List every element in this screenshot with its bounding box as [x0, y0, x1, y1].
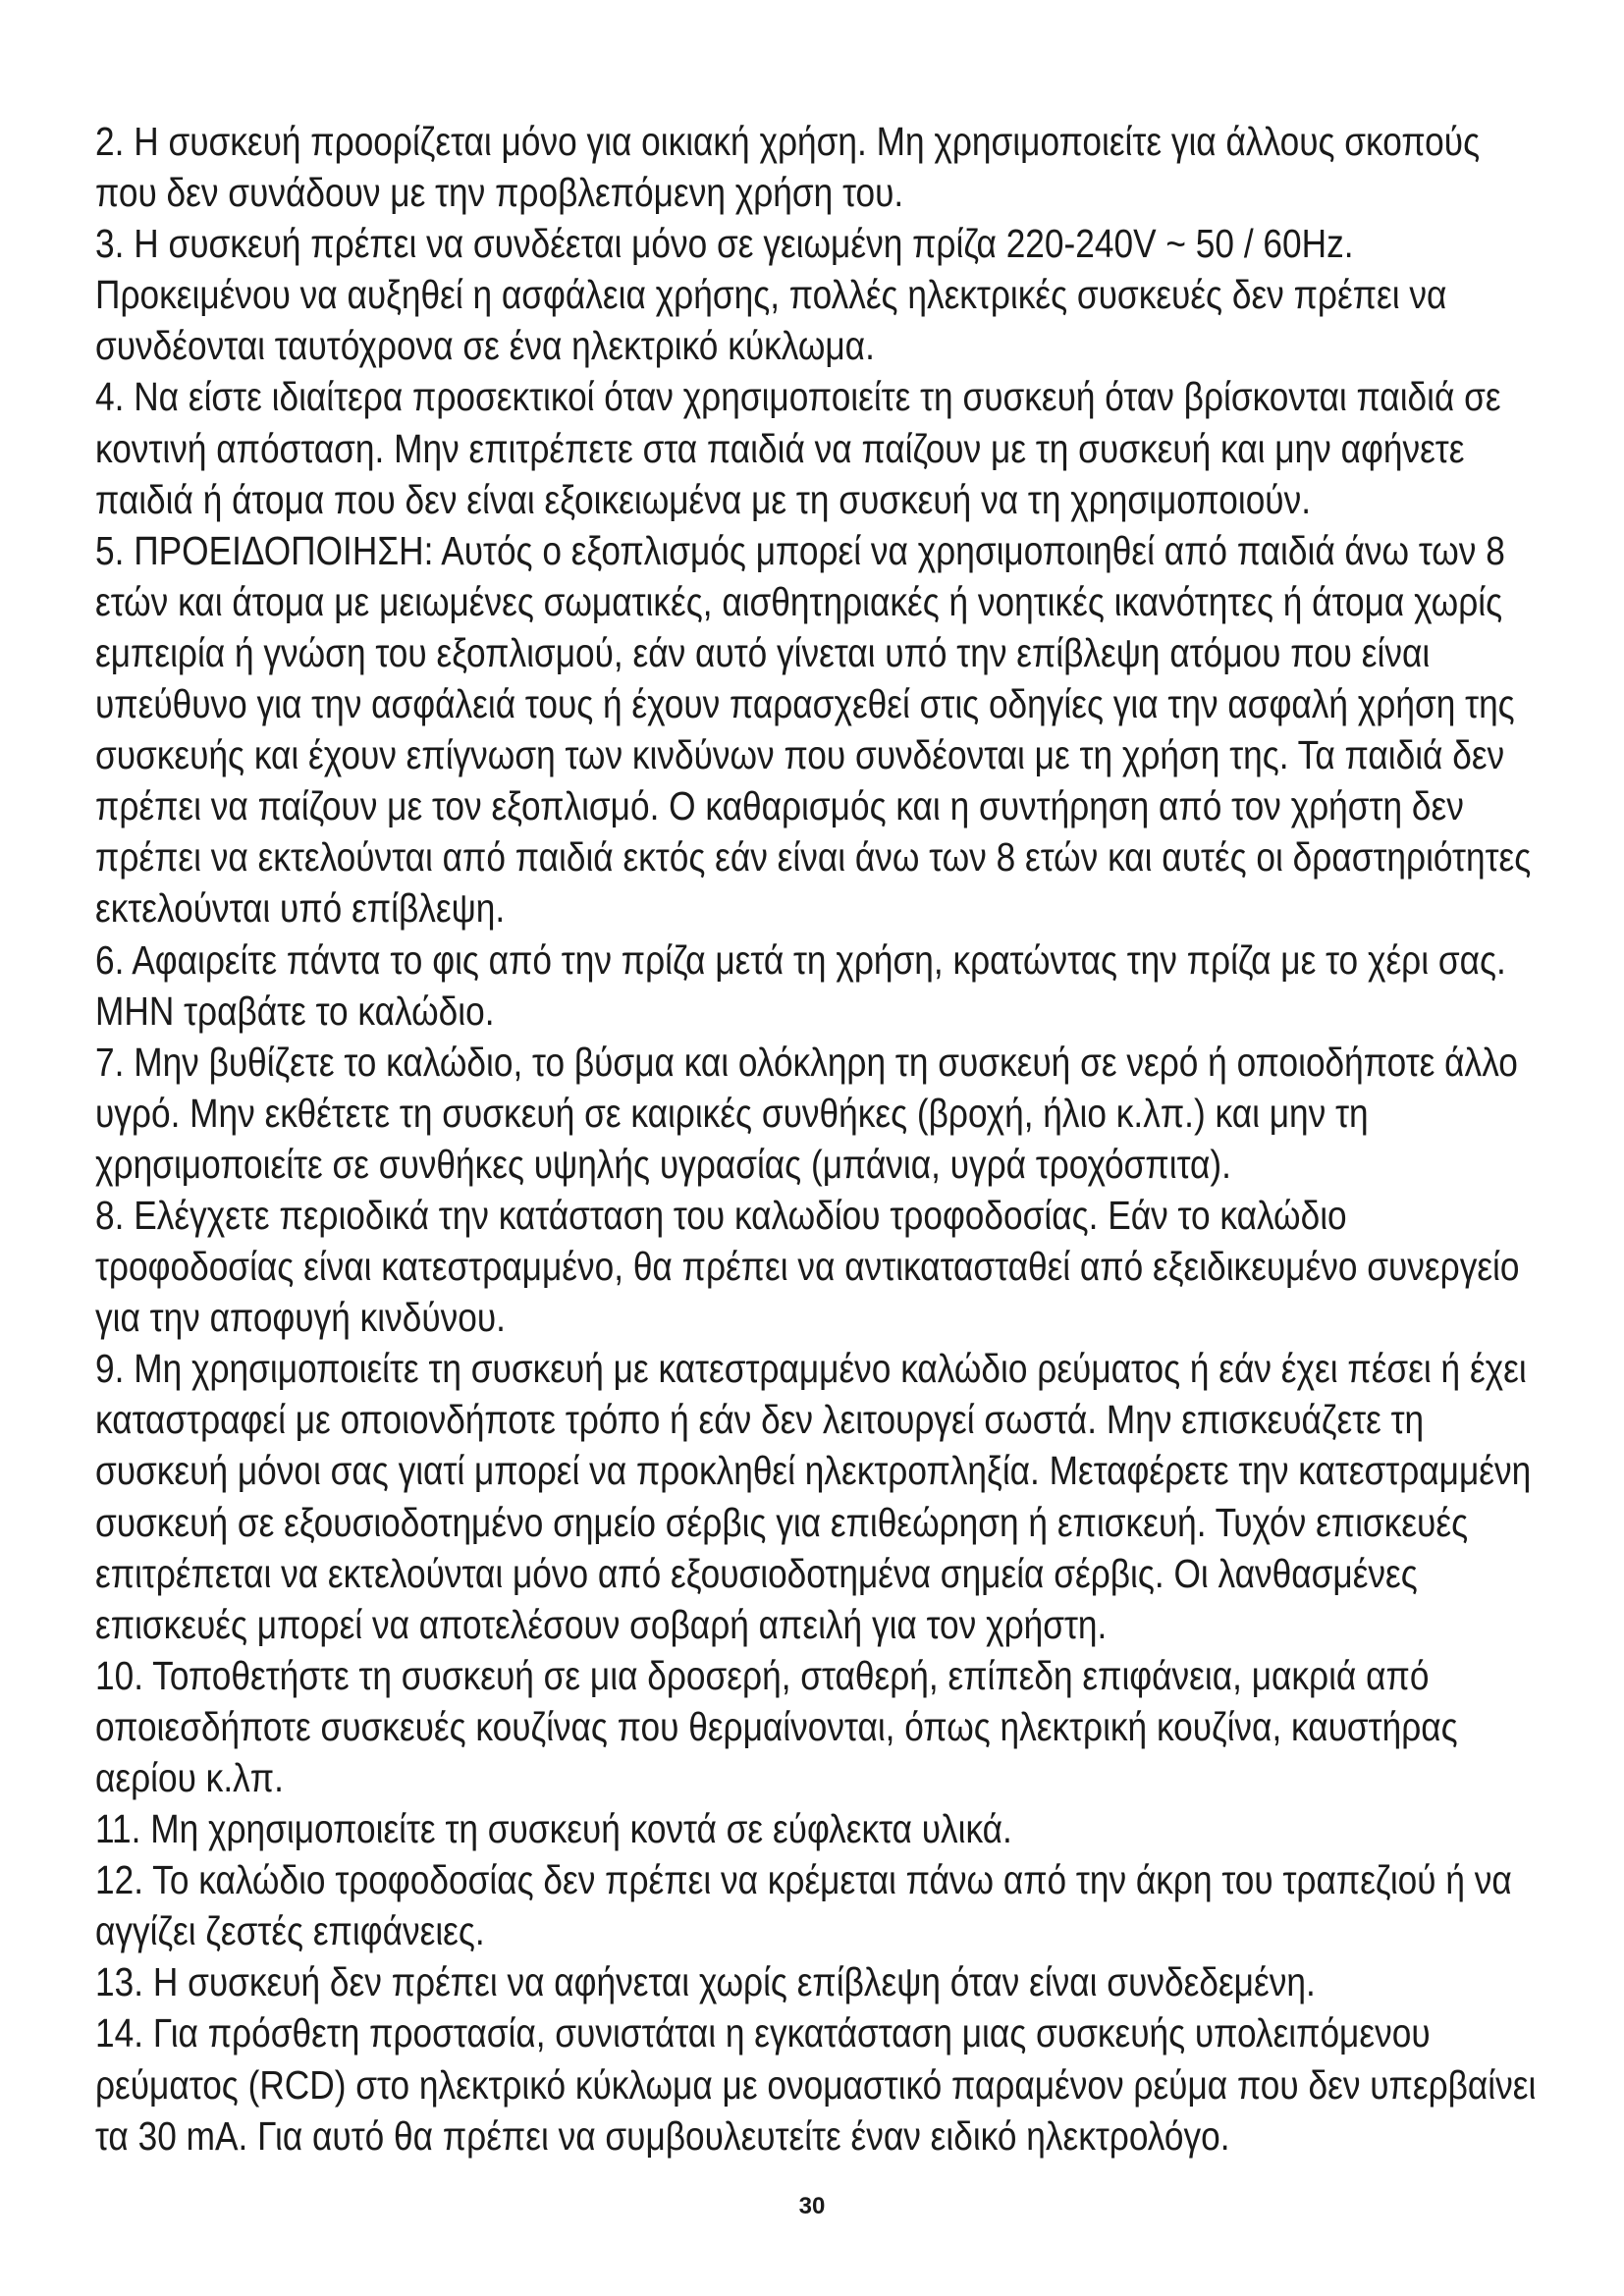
instruction-item-7: 7. Μην βυθίζετε το καλώδιο, το βύσμα και ολόκληρη τη συσκευή σε νερό ή οποιοδήποτε άλλο υγρό. Μην εκθέτετε τη συσκευή σε καιρικές συνθήκες (βροχή, ήλιο κ.λπ.) και μην τη χρησιμοποιείτε σε συνθήκες υψηλής υγρασίας (μπάνια, υγρά τροχόσπιτα). — [95, 1039, 1518, 1187]
instruction-item-12: 12. Το καλώδιο τροφοδοσίας δεν πρέπει να κρέμεται πάνω από την άκρη του τραπεζιού ή να αγγίζει ζεστές επιφάνειες. — [95, 1857, 1512, 1954]
instruction-item-2: 2. Η συσκευή προορίζεται μόνο για οικιακή χρήση. Μη χρησιμοποιείτε για άλλους σκοπούς που δεν συνάδουν με την προβλεπόμενη χρήση του. — [95, 119, 1481, 216]
instruction-item-8: 8. Ελέγχετε περιοδικά την κατάσταση του καλωδίου τροφοδοσίας. Εάν το καλώδιο τροφοδοσίας είναι κατεστραμμένο, θα πρέπει να αντικατασταθεί από εξειδικευμένο συνεργείο για την αποφυγή κινδύνου. — [95, 1192, 1520, 1341]
instruction-item-9: 9. Μη χρησιμοποιείτε τη συσκευή με κατεστραμμένο καλώδιο ρεύματος ή εάν έχει πέσει ή έχει καταστραφεί με οποιονδήποτε τρόπο ή εάν δεν λειτουργεί σωστά. Μην επισκευάζετε τη συσκευή μόνοι σας γιατί μπορεί να προκληθεί ηλεκτροπληξία. Μεταφέρετε την κατεστραμμένη συσκευή σε εξουσιοδοτημένο σημείο σέρβις για επιθεώρηση ή επισκευή. Τυχόν επισκευές επιτρέπεται να εκτελούνται μόνο από εξουσιοδοτημένα σημεία σέρβις. Οι λανθασμένες επισκευές μπορεί να αποτελέσουν σοβαρή απειλή για τον χρήστη. — [95, 1346, 1532, 1647]
instruction-item-14: 14. Για πρόσθετη προστασία, συνιστάται η εγκατάσταση μιας συσκευής υπολειπόμενου ρεύματος (RCD) στο ηλεκτρικό κύκλωμα με ονομαστικό παραμένον ρεύμα που δεν υπερβαίνει τα 30 mA. Για αυτό θα πρέπει να συμβουλευτείτε έναν ειδικό ηλεκτρολόγο. — [95, 2010, 1537, 2159]
page-number: 30 — [798, 2193, 826, 2219]
instruction-item-5: 5. ΠΡΟΕΙΔΟΠΟΙΗΣΗ: Αυτός ο εξοπλισμός μπορεί να χρησιμοποιηθεί από παιδιά άνω των 8 ετών και άτομα με μειωμένες σωματικές, αισθητηριακές ή νοητικές ικανότητες ή άτομα χωρίς εμπειρία ή γνώση του εξοπλισμού, εάν αυτό γίνεται υπό την επίβλεψη ατόμου που είναι υπεύθυνο για την ασφάλειά τους ή έχουν παρασχεθεί στις οδηγίες για την ασφαλή χρήση της συσκευής και έχουν επίγνωση των κινδύνων που συνδέονται με τη χρήση της. Τα παιδιά δεν πρέπει να παίζουν με τον εξοπλισμό. Ο καθαρισμός και η συντήρηση από τον χρήστη δεν πρέπει να εκτελούνται από παιδιά εκτός εάν είναι άνω των 8 ετών και αυτές οι δραστηριότητες εκτελούνται υπό επίβλεψη. — [95, 527, 1532, 932]
instruction-item-11: 11. Μη χρησιμοποιείτε τη συσκευή κοντά σε εύφλεκτα υλικά. — [95, 1806, 1012, 1852]
instruction-item-4: 4. Να είστε ιδιαίτερα προσεκτικοί όταν χρησιμοποιείτε τη συσκευή όταν βρίσκονται παιδιά σε κοντινή απόσταση. Μην επιτρέπετε στα παιδιά να παίζουν με τη συσκευή και μην αφήνετε παιδιά ή άτομα που δεν είναι εξοικειωμένα με τη συσκευή να τη χρησιμοποιούν. — [95, 374, 1501, 522]
safety-instructions-list — [95, 116, 1547, 2162]
instruction-item-6: 6. Αφαιρείτε πάντα το φις από την πρίζα μετά τη χρήση, κρατώντας την πρίζα με το χέρι σας. ΜΗΝ τραβάτε το καλώδιο. — [95, 936, 1506, 1034]
instruction-item-13: 13. Η συσκευή δεν πρέπει να αφήνεται χωρίς επίβλεψη όταν είναι συνδεδεμένη. — [95, 1959, 1316, 2005]
instruction-item-10: 10. Τοποθετήστε τη συσκευή σε μια δροσερή, σταθερή, επίπεδη επιφάνεια, μακριά από οποιεσδήποτε συσκευές κουζίνας που θερμαίνονται, όπως ηλεκτρική κουζίνα, καυστήρας αερίου κ.λπ. — [95, 1652, 1458, 1800]
instruction-item-3: 3. Η συσκευή πρέπει να συνδέεται μόνο σε γειωμένη πρίζα 220-240V ~ 50 / 60Hz. Προκειμένου να αυξηθεί η ασφάλεια χρήσης, πολλές ηλεκτρικές συσκευές δεν πρέπει να συνδέονται ταυτόχρονα σε ένα ηλεκτρικό κύκλωμα. — [95, 221, 1447, 369]
